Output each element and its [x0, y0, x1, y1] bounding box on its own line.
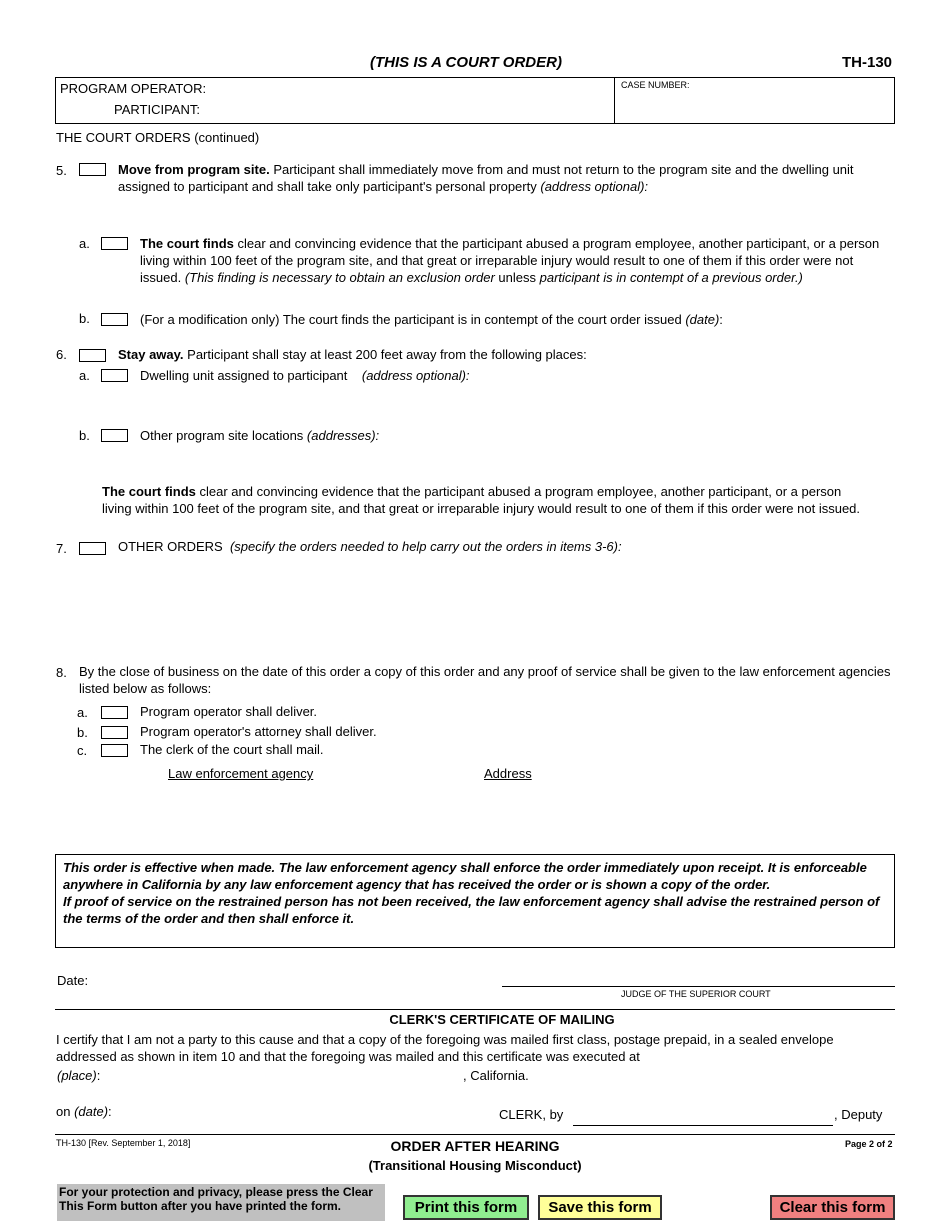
clerk-divider [55, 1009, 895, 1010]
participant-field[interactable] [205, 101, 609, 119]
item5b-text: (For a modification only) The court finds the participant is in contempt of the court order issued (date): [140, 312, 723, 327]
program-operator-label: PROGRAM OPERATOR: [60, 81, 207, 96]
item8a-label: a. [77, 705, 88, 720]
item6-finding: The court finds clear and convincing evidence that the participant abused a program employee, another participant, or a person living within 100 feet of the program site, and that great or irreparable injury would result to one of them if this order were not issued. [102, 484, 861, 516]
clerk-by-label: CLERK, by [499, 1107, 564, 1122]
item5b-checkbox[interactable] [101, 313, 128, 326]
clerk-text: I certify that I am not a party to this cause and that a copy of the foregoing was mailed first class, postage prepaid, in a sealed envelope addressed as shown in item 10 and that the foregoing was mailed and this certificate was executed at [56, 1032, 834, 1064]
item8b-checkbox[interactable] [101, 726, 128, 739]
item8b-text: Program operator's attorney shall deliver. [140, 724, 377, 739]
notice-line2: If proof of service on the restrained person has not been received, the law enforcement agency shall advise the restrained person of the terms of the order and then shall enforce it. [63, 894, 880, 926]
place-label: (place): [57, 1068, 101, 1083]
item6a-checkbox[interactable] [101, 369, 128, 382]
item5a-checkbox[interactable] [101, 237, 128, 250]
privacy-notice: For your protection and privacy, please press the Clear This Form button after you have printed the form. [57, 1184, 385, 1221]
item8-text: By the close of business on the date of this order a copy of this order and any proof of service shall be given to the law enforcement agencies listed below as follows: [79, 664, 891, 696]
enforcement-notice [55, 854, 895, 948]
clear-form-button[interactable]: Clear this form [770, 1195, 895, 1220]
item6b-text: Other program site locations (addresses): [140, 428, 380, 443]
item6-number: 6. [56, 347, 67, 362]
case-number-field[interactable] [620, 96, 892, 118]
item5-text: Move from program site. Participant shall immediately move from and must not return to the program site and the dwelling unit assigned to participant and shall take only participant's personal property (address optional): [118, 162, 854, 194]
item5-number: 5. [56, 163, 67, 178]
save-form-button[interactable]: Save this form [538, 1195, 662, 1220]
form-revision: TH-130 [Rev. September 1, 2018] [56, 1138, 191, 1148]
court-order-heading: (THIS IS A COURT ORDER) [370, 54, 562, 71]
item8a-text: Program operator shall deliver. [140, 704, 318, 719]
page-number: Page 2 of 2 [845, 1139, 893, 1149]
item6b-checkbox[interactable] [101, 429, 128, 442]
footer-title: ORDER AFTER HEARING [390, 1138, 560, 1154]
clerk-title: CLERK'S CERTIFICATE OF MAILING [389, 1012, 615, 1027]
col-agency-header: Law enforcement agency [168, 766, 314, 781]
judge-label: JUDGE OF THE SUPERIOR COURT [621, 989, 771, 999]
item8c-text: The clerk of the court shall mail. [140, 742, 324, 757]
deputy-label: , Deputy [834, 1107, 883, 1122]
notice-line1: This order is effective when made. The law enforcement agency shall enforce the order immediately upon receipt. It is enforceable anywhere in California by any law enforcement agency that has received the order or is shown a copy of the order. [63, 860, 867, 892]
on-date-label: on (date): [56, 1104, 112, 1119]
item6a-label: a. [79, 368, 90, 383]
item7-number: 7. [56, 541, 67, 556]
item5a-text: The court finds clear and convincing evidence that the participant abused a program employee, another participant, or a person living within 100 feet of the program site, and that great or irreparable injury would result to one of them if this order were not issued. (This finding is necessary to obtain an exclusion order unless participant is in contempt of a previous order.) [140, 236, 880, 285]
footer-subtitle: (Transitional Housing Misconduct) [368, 1158, 582, 1173]
item6b-label: b. [79, 428, 90, 443]
item6a-text: Dwelling unit assigned to participant (address optional): [140, 368, 470, 383]
item5-checkbox[interactable] [79, 163, 106, 176]
date-label: Date: [57, 973, 89, 988]
item6-checkbox[interactable] [79, 349, 106, 362]
item8-number: 8. [56, 665, 67, 680]
item5a-label: a. [79, 236, 90, 251]
item7-checkbox[interactable] [79, 542, 106, 555]
caption-divider [614, 77, 615, 124]
item8c-label: c. [77, 743, 88, 758]
item8a-checkbox[interactable] [101, 706, 128, 719]
deputy-signature-line [573, 1125, 833, 1126]
california-label: , California. [463, 1068, 529, 1083]
participant-label: PARTICIPANT: [114, 102, 200, 117]
footer-divider [55, 1134, 895, 1135]
print-form-button[interactable]: Print this form [403, 1195, 529, 1220]
case-number-label: CASE NUMBER: [621, 80, 690, 90]
item8c-checkbox[interactable] [101, 744, 128, 757]
item6-text: Stay away. Participant shall stay at least 200 feet away from the following places: [118, 347, 587, 362]
form-id: TH-130 [842, 54, 893, 71]
item5b-label: b. [79, 311, 90, 326]
col-address-header: Address [484, 766, 532, 781]
item7-text: OTHER ORDERS (specify the orders needed to help carry out the orders in items 3-6): [118, 539, 622, 554]
orders-continued-heading: THE COURT ORDERS (continued) [56, 130, 260, 145]
judge-signature-line [502, 986, 895, 987]
item8b-label: b. [77, 725, 88, 740]
program-operator-field[interactable] [205, 80, 609, 98]
